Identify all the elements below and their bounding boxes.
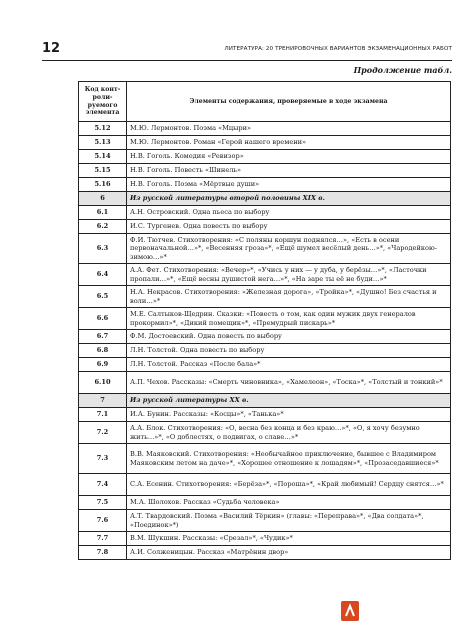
row-description: В.В. Маяковский. Стихотворения: «Необычайное приключение, бывшее с Владимиром Маяковским летом на даче»*, «Хорошее отношение к лошадям»*, «Прозаседавшиеся»* <box>127 444 451 474</box>
row-description: С.А. Есенин. Стихотворения: «Берёза»*, «Пороша»*, «Край любимый! Сердцу снятся…»* <box>127 474 451 496</box>
row-description: Ф.М. Достоевский. Одна повесть по выбору <box>127 330 451 344</box>
row-description: А.И. Солженицын. Рассказ «Матрёнин двор» <box>127 546 451 560</box>
row-description: Из русской литературы XX в. <box>127 394 451 408</box>
table-row <box>79 136 451 150</box>
table-row <box>79 308 451 330</box>
row-code: 6.5 <box>79 286 127 308</box>
table-row <box>79 122 451 136</box>
row-code: 7.3 <box>79 444 127 474</box>
row-code: 7.2 <box>79 422 127 444</box>
row-code: 7.1 <box>79 408 127 422</box>
row-code: 7 <box>79 394 127 408</box>
table-row <box>79 286 451 308</box>
row-code: 6.1 <box>79 206 127 220</box>
table-row <box>79 444 451 474</box>
row-description: Н.А. Некрасов. Стихотворения: «Железная дорога», «Тройка»*, «Душно! Без счастья и воли…»* <box>127 286 451 308</box>
row-code: 5.16 <box>79 178 127 192</box>
row-code: 5.12 <box>79 122 127 136</box>
table-row <box>79 330 451 344</box>
table-row <box>79 496 451 510</box>
page-header <box>42 42 452 58</box>
section-row <box>79 192 451 206</box>
table-row <box>79 372 451 394</box>
row-description: А.П. Чехов. Рассказы: «Смерть чиновника», «Хамелеон», «Тоска»*, «Толстый и тонкий»* <box>127 372 451 394</box>
row-description: Из русской литературы второй половины XIX в. <box>127 192 451 206</box>
row-description: А.А. Фет. Стихотворения: «Вечер»*, «Учись у них — у дуба, у берёзы…»*, «Ласточки пропали…»*, «Ещё весны душистой нега…»*, «На заре ты её не буди…»* <box>127 264 451 286</box>
table-header-row <box>79 82 451 122</box>
row-description: Л.Н. Толстой. Рассказ «После бала»* <box>127 358 451 372</box>
table-row <box>79 474 451 496</box>
row-code: 7.6 <box>79 510 127 532</box>
row-description: А.Т. Твардовский. Поэма «Василий Тёркин» (главы: «Переправа»*, «Два солдата»*, «Поединок»*) <box>127 510 451 532</box>
row-code: 6.7 <box>79 330 127 344</box>
table-row <box>79 422 451 444</box>
row-code: 6.2 <box>79 220 127 234</box>
row-code: 7.7 <box>79 532 127 546</box>
running-title: ЛИТЕРАТУРА: 20 ТРЕНИРОВОЧНЫХ ВАРИАНТОВ ЭКЗАМЕНАЦИОННЫХ РАБОТ <box>224 46 452 52</box>
row-code: 5.13 <box>79 136 127 150</box>
row-description: И.С. Тургенев. Одна повесть по выбору <box>127 220 451 234</box>
row-code: 5.14 <box>79 150 127 164</box>
table-row <box>79 264 451 286</box>
header-rule <box>42 60 452 61</box>
exam-content-table <box>78 81 451 560</box>
row-description: М.Ю. Лермонтов. Поэма «Мцыри» <box>127 122 451 136</box>
table-row <box>79 532 451 546</box>
row-description: А.А. Блок. Стихотворения: «О, весна без конца и без краю…»*, «О, я хочу безумно жить…»*, «О доблестях, о подвигах, о славе…»* <box>127 422 451 444</box>
row-code: 6.10 <box>79 372 127 394</box>
row-description: М.Ю. Лермонтов. Роман «Герой нашего времени» <box>127 136 451 150</box>
column-header-content: Элементы содержания, проверяемые в ходе экзамена <box>127 82 451 122</box>
table-row <box>79 220 451 234</box>
table-continued-label: Продолжение табл. <box>353 65 452 75</box>
table-row <box>79 344 451 358</box>
row-description: Ф.И. Тютчев. Стихотворения: «С поляны коршун поднялся…», «Есть в осени первоначальной…»*, «Весенняя гроза»*, «Ещё шумел весёлый день…»*, «Чародейкою-зимою…»* <box>127 234 451 264</box>
row-description: И.А. Бунин. Рассказы: «Косцы»*, «Танька»* <box>127 408 451 422</box>
row-description: Л.Н. Толстой. Одна повесть по выбору <box>127 344 451 358</box>
page-number: 12 <box>42 41 61 56</box>
table-row <box>79 150 451 164</box>
publisher-logo-icon <box>341 601 359 621</box>
row-description: М.А. Шолохов. Рассказ «Судьба человека» <box>127 496 451 510</box>
section-row <box>79 394 451 408</box>
row-description: Н.В. Гоголь. Повесть «Шинель» <box>127 164 451 178</box>
row-code: 7.8 <box>79 546 127 560</box>
table-body <box>79 122 451 560</box>
table-row <box>79 206 451 220</box>
table-row <box>79 408 451 422</box>
table-row <box>79 358 451 372</box>
row-code: 6.6 <box>79 308 127 330</box>
row-code: 5.15 <box>79 164 127 178</box>
row-code: 6.8 <box>79 344 127 358</box>
table-row <box>79 164 451 178</box>
table-row <box>79 178 451 192</box>
row-description: Н.В. Гоголь. Поэма «Мёртвые души» <box>127 178 451 192</box>
row-code: 7.4 <box>79 474 127 496</box>
table-row <box>79 234 451 264</box>
table-row <box>79 510 451 532</box>
row-code: 6.3 <box>79 234 127 264</box>
table-row <box>79 546 451 560</box>
row-code: 6 <box>79 192 127 206</box>
column-header-code: Код конт-роли-руемого элемента <box>79 82 127 122</box>
row-code: 6.4 <box>79 264 127 286</box>
row-description: Н.В. Гоголь. Комедия «Ревизор» <box>127 150 451 164</box>
row-code: 6.9 <box>79 358 127 372</box>
row-description: В.М. Шукшин. Рассказы: «Срезал»*, «Чудик»* <box>127 532 451 546</box>
row-code: 7.5 <box>79 496 127 510</box>
row-description: М.Е. Салтыков-Щедрин. Сказки: «Повесть о том, как один мужик двух генералов прокормил»*, «Дикий помещик»*, «Премудрый пискарь»* <box>127 308 451 330</box>
row-description: А.Н. Островский. Одна пьеса по выбору <box>127 206 451 220</box>
